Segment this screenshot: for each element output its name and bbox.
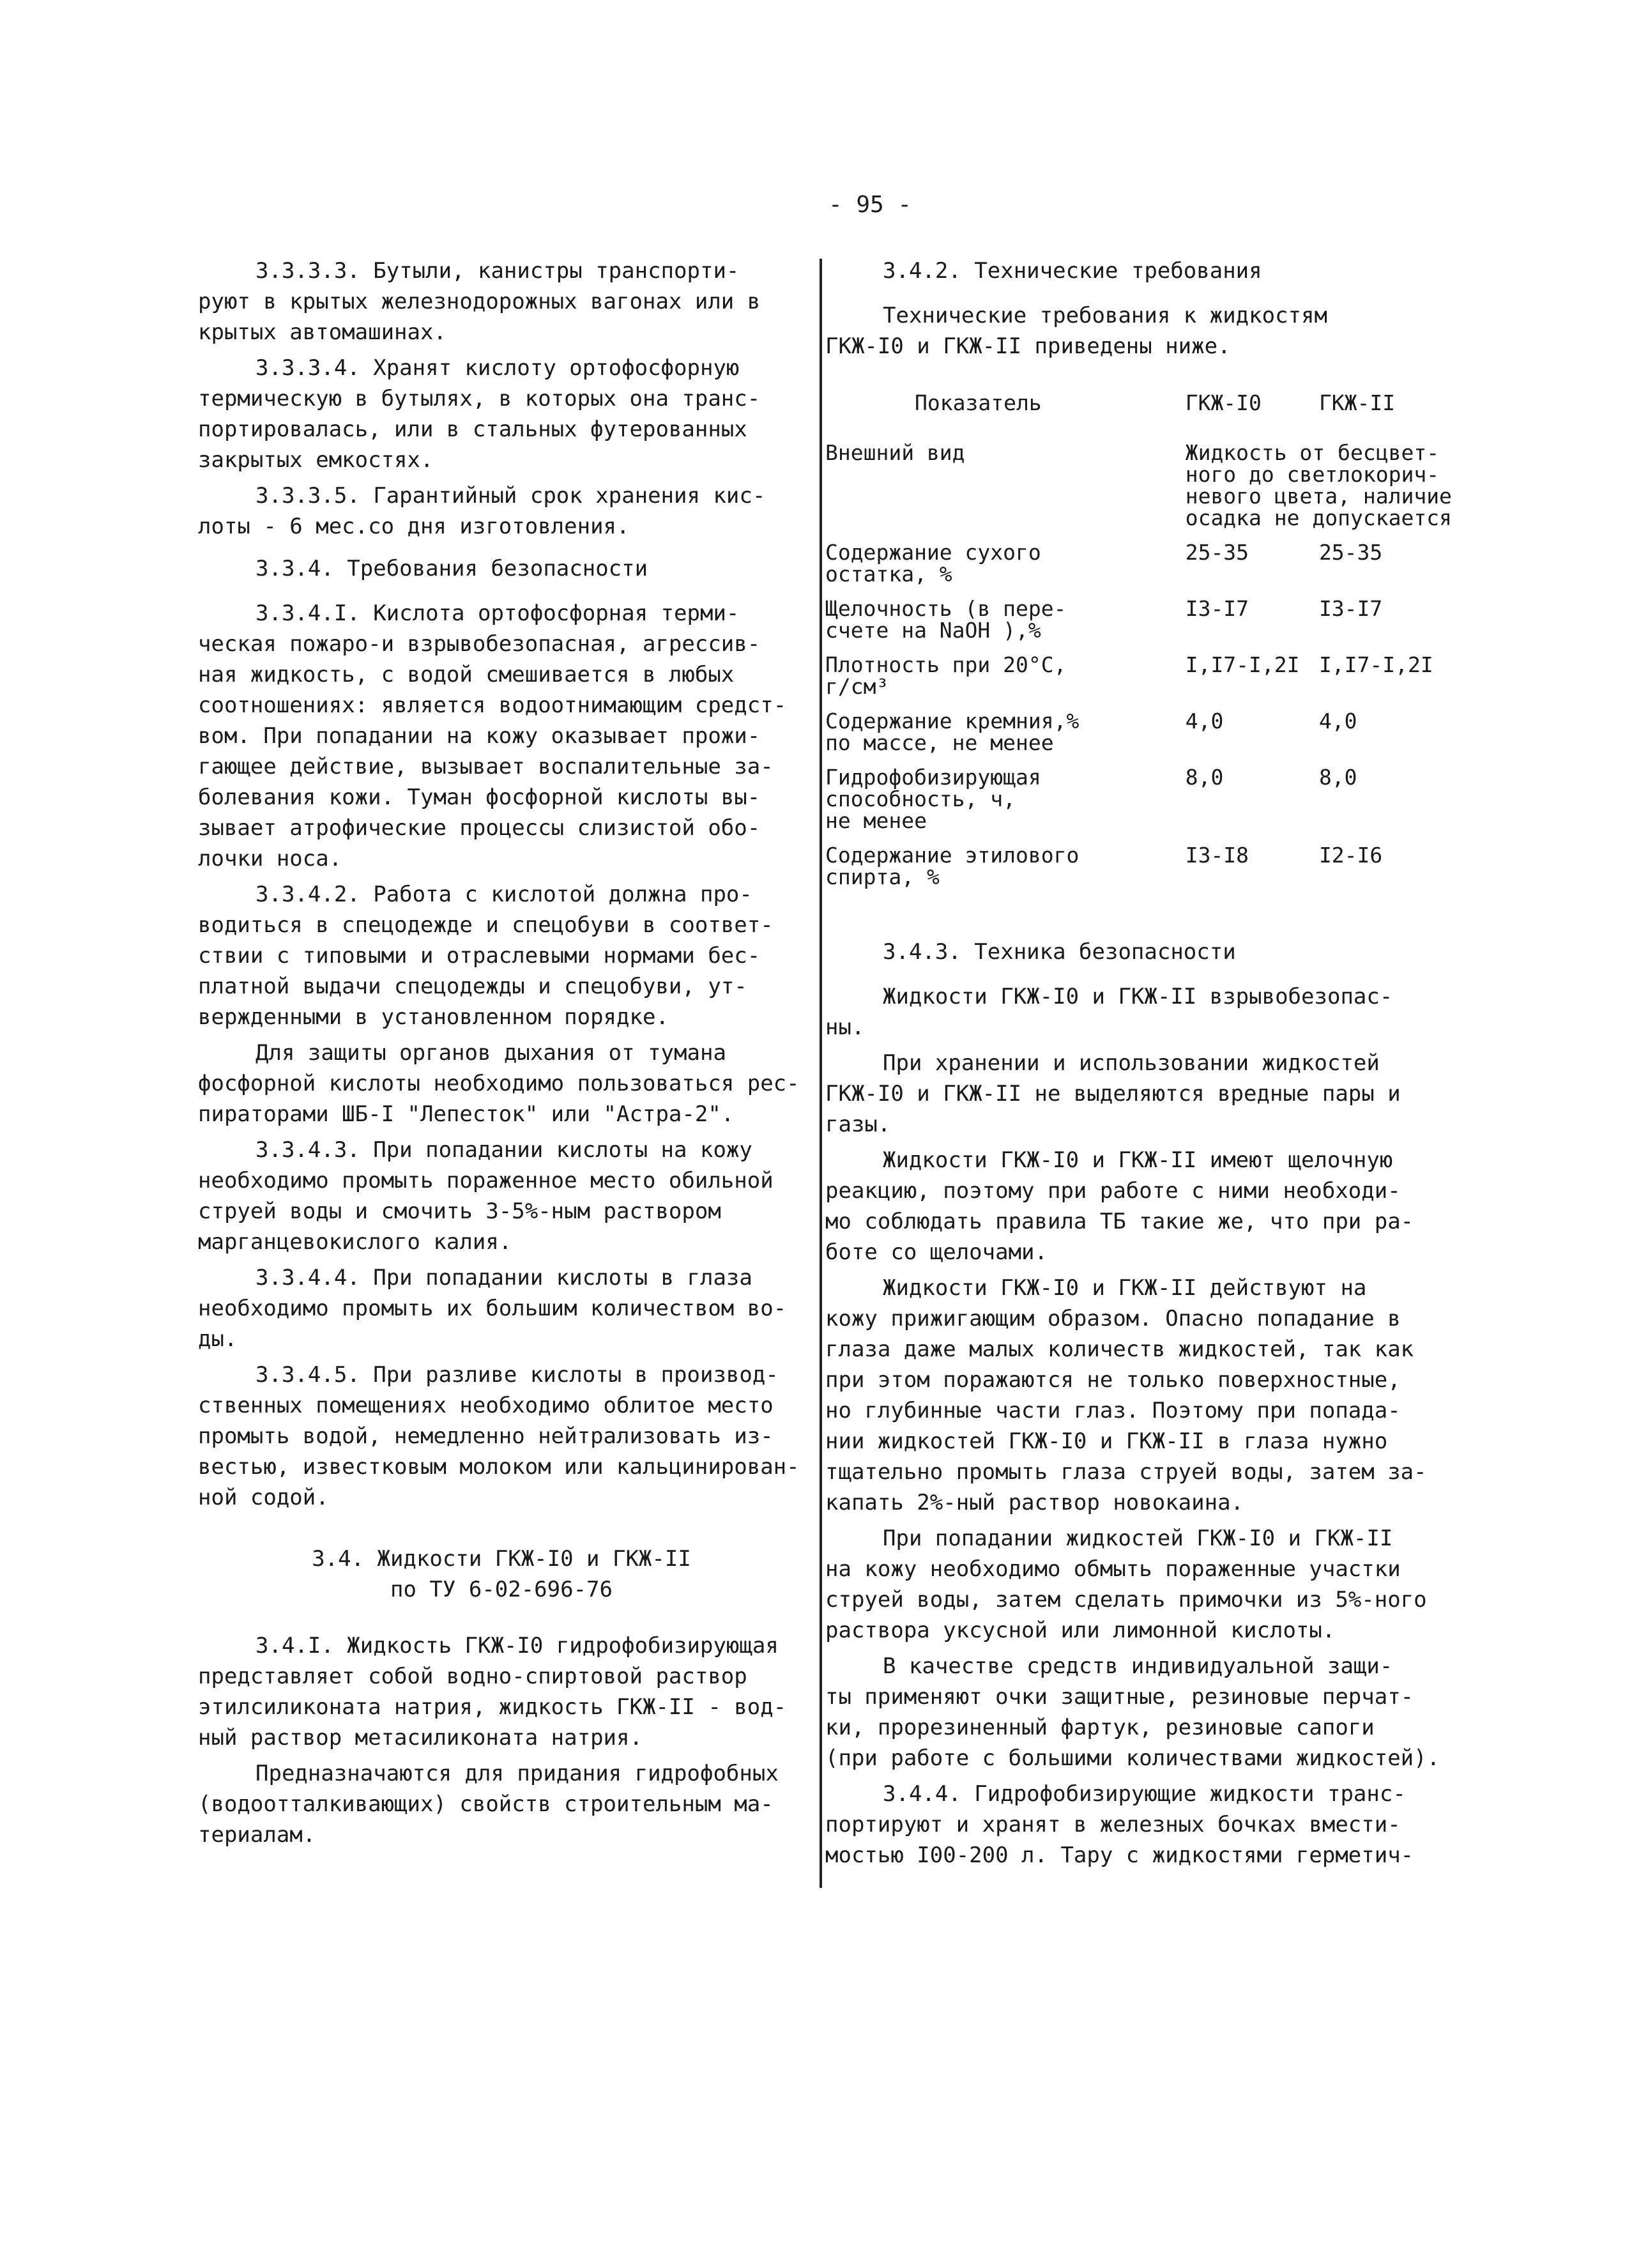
column-divider [820, 259, 822, 1888]
paragraph-alkaline: Жидкости ГКЖ-I0 и ГКЖ-II имеют щелочную реакцию, поэтому при работе с ними необходи- мо соблюдать правила ТБ такие же, что при ра- боте со щелочами. [825, 1147, 1414, 1265]
paragraph-3334: 3.3.3.4. Хранят кислоту ортофосфорную термическую в бутылях, в которых она транс- портировалась, или в стальных футерованных закрытых емкостях. [198, 355, 761, 473]
table-row [825, 842, 1458, 898]
row-value-gkzh11: I,I7-I,2I [1318, 652, 1433, 677]
appearance-value: Жидкость от бесцвет- ного до светлокорич- невого цвета, наличие осадка не допускается [1185, 440, 1452, 530]
paragraph-3344: 3.3.4.4. При попадании кислоты в глаза необходимо промыть их большим количеством во- ды. [198, 1265, 787, 1352]
paragraph-3345: 3.3.4.5. При разливе кислоты в производ- ственных помещениях необходимо облитое место промыть водой, немедленно нейтрализовать из- вестью, известковым молоком или кальцинирован- ной содой. [198, 1362, 800, 1510]
paragraph-344: 3.4.4. Гидрофобизирующие жидкости транс- портируют и хранят в железных бочках вмести- мостью I00-200 л. Тару с жидкостями герметич- [825, 1781, 1414, 1868]
table-row [825, 652, 1458, 708]
row-value-gkzh11: I2-I6 [1318, 843, 1383, 868]
header-gkzh10: ГКЖ-I0 [1185, 390, 1262, 415]
heading-342: 3.4.2. Технические требования [883, 258, 1262, 284]
paragraph-3335: 3.3.3.5. Гарантийный срок хранения кис- лоты - 6 мес.со дня изготовления. [198, 483, 766, 539]
table-row [825, 764, 1458, 842]
heading-343: 3.4.3. Техника безопасности [883, 939, 1236, 965]
row-value-gkzh11: I3-I7 [1318, 596, 1383, 621]
header-gkzh11: ГКЖ-II [1318, 390, 1396, 415]
row-label: Содержание сухого остатка, % [825, 540, 1041, 586]
row-value-gkzh11: 4,0 [1318, 709, 1357, 733]
row-label: Плотность при 20°С, г/см³ [825, 652, 1067, 699]
row-value-gkzh10: 4,0 [1185, 709, 1224, 733]
paragraph-skin-eyes: Жидкости ГКЖ-I0 и ГКЖ-II действуют на кожу прижигающим образом. Опасно попадание в глаза даже малых количеств жидкостей, так как при этом поражаются не только поверхностные, но глубинные части глаз. Поэтому при попада- нии жидкостей ГКЖ-I0 и ГКЖ-II в глаза нужно тщательно промыть глаза струей воды, затем за- капать 2%-ный раствор новокаина. [825, 1275, 1427, 1515]
paragraph-purpose: Предназначаются для придания гидрофобных (водоотталкивающих) свойств строительным ма- териалам. [198, 1761, 779, 1848]
table-row [825, 708, 1458, 764]
table-row [825, 595, 1458, 652]
paragraph-3341: 3.3.4.I. Кислота ортофосфорная терми- ческая пожаро-и взрывобезопасная, агрессив- ная жидкость, с водой смешивается в любых соотношениях: является водоотнимающим средст- вом. При попадании на кожу оказывает прожи- гающее действие, вызывает воспалительные за- болевания кожи. Туман фосфорной кислоты вы- зывает атрофические процессы слизистой обо- лочки носа. [198, 601, 787, 871]
heading-334: 3.3.4. Требования безопасности [256, 556, 648, 581]
row-value-gkzh10: I3-I8 [1185, 843, 1249, 868]
row-label: Внешний вид [825, 440, 965, 465]
paragraph-respirators: Для защиты органов дыхания от тумана фосфорной кислоты необходимо пользоваться рес- пираторами ШБ-I "Лепесток" или "Астра-2". [198, 1040, 800, 1127]
tech-requirements-intro: Технические требования к жидкостям ГКЖ-I0 и ГКЖ-II приведены ниже. [825, 303, 1327, 359]
paragraph-341: 3.4.I. Жидкость ГКЖ-I0 гидрофобизирующая представляет собой водно-спиртовой раствор этилсиликоната натрия, жидкость ГКЖ-II - вод- ный раствор метасиликоната натрия. [198, 1633, 787, 1751]
row-value-gkzh10: 8,0 [1185, 765, 1224, 790]
paragraph-3343: 3.3.4.3. При попадании кислоты на кожу необходимо промыть пораженное место обильной струей воды и смочить 3-5%-ным раствором марганцевокислого калия. [198, 1137, 774, 1255]
table-row [825, 440, 1458, 539]
row-value-gkzh11: 25-35 [1318, 540, 1383, 565]
row-value-gkzh10: 25-35 [1185, 540, 1249, 565]
heading-34: 3.4. Жидкости ГКЖ-I0 и ГКЖ-II по ТУ 6-02-696-76 [312, 1546, 691, 1602]
paragraph-3342: 3.3.4.2. Работа с кислотой должна про- водиться в спецодежде и спецобуви в соответ- ствии с типовыми и отраслевыми нормами бес- платной выдачи спецодежды и спецобуви, ут- вержденными в установленном порядке. [198, 882, 774, 1030]
row-label: Содержание этилового спирта, % [825, 843, 1080, 889]
table-row [825, 539, 1458, 595]
page-number: - 95 - [828, 192, 912, 218]
paragraph-3333: 3.3.3.3. Бутыли, канистры транспорти- руют в крытых железнодорожных вагонах или в крытых автомашинах. [198, 258, 761, 345]
row-label: Щелочность (в пере- счете на NaOH ),% [825, 596, 1067, 643]
left-column [198, 256, 805, 1855]
table-header-row [825, 390, 1458, 440]
row-label: Содержание кремния,% по массе, не менее [825, 709, 1080, 755]
right-column [825, 256, 1458, 1876]
row-value-gkzh10: I3-I7 [1185, 596, 1249, 621]
row-value-gkzh10: I,I7-I,2I [1185, 652, 1300, 677]
row-label: Гидрофобизирующая способность, ч, не менее [825, 765, 1041, 833]
paragraph-no-vapors: При хранении и использовании жидкостей ГКЖ-I0 и ГКЖ-II не выделяются вредные пары и газы. [825, 1050, 1401, 1137]
paragraph-explosion-safe: Жидкости ГКЖ-I0 и ГКЖ-II взрывобезопас- ны. [825, 984, 1393, 1040]
paragraph-ppe: В качестве средств индивидуальной защи- ты применяют очки защитные, резиновые перчат- ки, прорезиненный фартук, резиновые сапоги (при работе с большими количествами жидкостей). [825, 1653, 1440, 1771]
row-value-gkzh11: 8,0 [1318, 765, 1357, 790]
paragraph-skin-contact: При попадании жидкостей ГКЖ-I0 и ГКЖ-II на кожу необходимо обмыть пораженные участки струей воды, затем сделать примочки из 5%-ного раствора уксусной или лимонной кислоты. [825, 1526, 1427, 1643]
header-indicator: Показатель [915, 390, 1042, 415]
properties-table [825, 390, 1458, 898]
